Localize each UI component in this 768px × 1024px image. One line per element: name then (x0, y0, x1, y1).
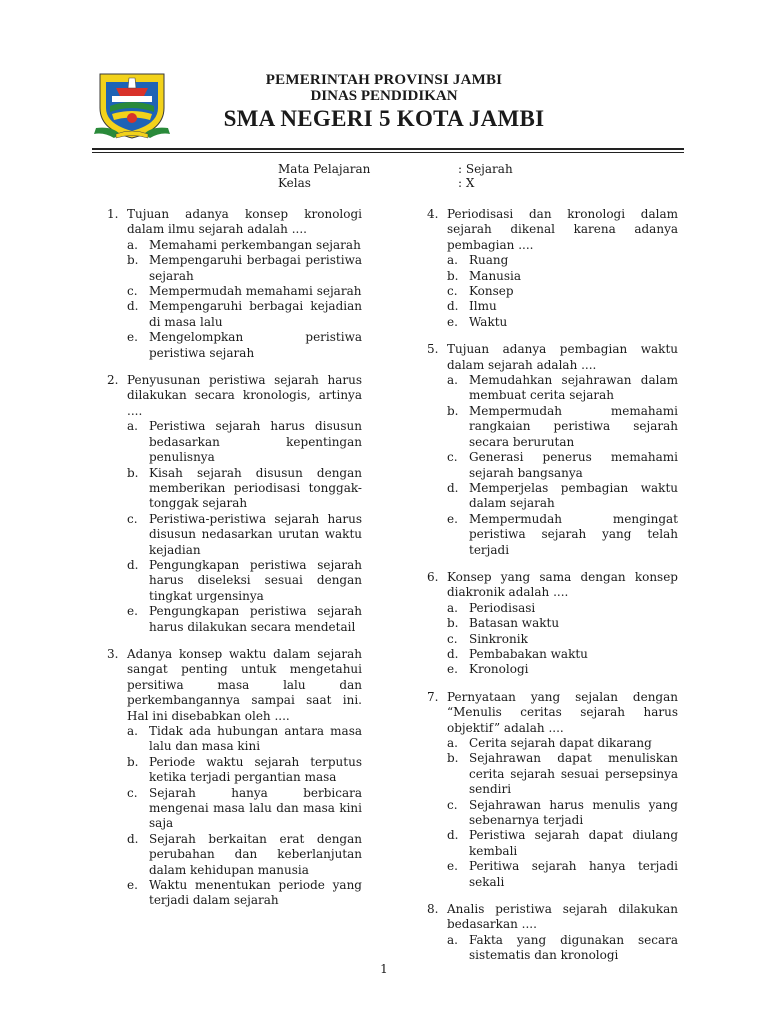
option-e: e. Peritiwa sejarah hanya terjadi sekali (447, 859, 678, 889)
header-line-department: DINAS PENDIDIKAN (310, 88, 458, 104)
meta-labels (278, 162, 370, 190)
option-c: c. Sinkronik (447, 631, 528, 646)
option-c: c. Peristiwa-peristiwa sejarah harus disusun nedasarkan urutan waktu kejadian (127, 511, 362, 557)
meta-values (458, 162, 513, 190)
left-column (107, 207, 362, 909)
option-c: c. Sejahrawan harus menulis yang sebenarnya terjadi (447, 797, 678, 828)
class-value: : X (458, 176, 475, 190)
question-text: Konsep yang sama dengan konsep diakronik adalah .... (447, 569, 678, 600)
question-number: 2. (107, 373, 119, 388)
question-text: Tujuan adanya pembagian waktu dalam sejarah adalah .... (447, 342, 678, 372)
option-e: e. Waktu menentukan periode yang terjadi dalam sejarah (127, 878, 362, 908)
question-7 (427, 690, 678, 890)
option-d: d. Pengungkapan peristiwa sejarah harus diseleksi sesuai dengan tingkat urgensinya (127, 557, 362, 603)
options-list (447, 736, 678, 890)
options-list (127, 724, 362, 909)
options-list (447, 373, 678, 558)
subject-value: : Sejarah (458, 162, 513, 176)
option-b: b. Mempermudah memahami rangkaian peristiwa sejarah secara berurutan (447, 403, 678, 449)
option-d: d. Pembabakan waktu (447, 646, 588, 661)
option-b: b. Manusia (447, 268, 522, 283)
option-e: e. Pengungkapan peristiwa sejarah harus dilakukan secara mendetail (127, 604, 362, 634)
subject-label: Mata Pelajaran (278, 162, 371, 176)
question-4 (427, 207, 678, 330)
option-c: c. Generasi penerus memahami sejarah bangsanya (447, 450, 678, 480)
question-text: Tujuan adanya konsep kronologi dalam ilmu sejarah adalah .... (127, 207, 362, 237)
question-5 (427, 342, 678, 558)
question-8 (427, 902, 678, 964)
option-b: b. Periode waktu sejarah terputus ketika terjadi pergantian masa (127, 754, 362, 785)
option-b: b. Sejahrawan dapat menuliskan cerita sejarah sesuai persepsinya sendiri (447, 751, 678, 797)
options-list (127, 238, 362, 361)
question-text: Periodisasi dan kronologi dalam sejarah dikenal karena adanya pembagian .... (447, 207, 678, 252)
question-text: Adanya konsep waktu dalam sejarah sangat penting untuk mengetahui persitiwa masa lalu dan perkembangannya sampai saat ini. Hal ini disebabkan oleh .... (127, 646, 362, 723)
question-number: 4. (427, 207, 439, 221)
question-number: 5. (427, 342, 439, 357)
option-e: e. Mempermudah mengingat peristiwa sejarah yang telah terjadi (447, 511, 678, 557)
option-a: a. Periodisasi (447, 600, 536, 615)
question-number: 1. (107, 207, 119, 221)
option-a: a. Memudahkan sejahrawan dalam membuat cerita sejarah (447, 373, 678, 403)
option-e: e. Mengelompkan peristiwa peristiwa sejarah (127, 330, 362, 360)
options-list (447, 601, 678, 678)
question-number: 8. (427, 902, 439, 917)
option-b: b. Mempengaruhi berbagai peristiwa sejarah (127, 253, 362, 283)
question-1 (107, 207, 362, 361)
options-list (127, 419, 362, 635)
option-c: c. Mempermudah memahami sejarah (127, 284, 362, 299)
option-b: b. Kisah sejarah disusun dengan memberikan periodisasi tonggak-tonggak sejarah (127, 465, 362, 511)
option-e: e. Waktu (447, 314, 508, 329)
right-column (427, 207, 678, 964)
question-text: Pernyataan yang sejalan dengan “Menulis ceritas sejarah harus objektif” adalah .... (447, 689, 678, 735)
option-a: a. Peristiwa sejarah harus disusun bedasarkan kepentingan penulisnya (127, 419, 362, 465)
page-number: 1 (380, 962, 388, 976)
header-line-school: SMA NEGERI 5 KOTA JAMBI (223, 106, 545, 131)
option-b: b. Batasan waktu (447, 616, 560, 631)
options-list (447, 933, 678, 964)
option-d: d. Peristiwa sejarah dapat diulang kembali (447, 828, 678, 858)
question-2 (107, 373, 362, 635)
class-label: Kelas (278, 176, 311, 190)
header-divider-thin (92, 152, 684, 153)
options-list (447, 253, 678, 330)
option-c: c. Sejarah hanya berbicara mengenai masa lalu dan masa kini saja (127, 785, 362, 831)
question-number: 7. (427, 689, 439, 704)
question-text: Penyusunan peristiwa sejarah harus dilakukan secara kronologis, artinya .... (127, 373, 362, 418)
option-c: c. Konsep (447, 284, 514, 299)
option-d: d. Memperjelas pembagian waktu dalam sejarah (447, 480, 678, 511)
option-a: a. Cerita sejarah dapat dikarang (447, 736, 652, 750)
option-d: d. Sejarah berkaitan erat dengan perubahan dan keberlanjutan dalam kehidupan manusia (127, 831, 362, 877)
question-6 (427, 570, 678, 678)
question-number: 6. (427, 569, 439, 584)
question-text: Analis peristiwa sejarah dilakukan bedasarkan .... (447, 902, 678, 932)
option-a: a. Tidak ada hubungan antara masa lalu dan masa kini (127, 724, 362, 754)
question-3 (107, 647, 362, 909)
header-divider-thick (92, 148, 684, 150)
option-a: a. Memahami perkembangan sejarah (127, 237, 361, 252)
question-number: 3. (107, 646, 119, 661)
option-a: a. Fakta yang digunakan secara sistematis dan kronologi (447, 932, 678, 963)
option-e: e. Kronologi (447, 662, 529, 677)
option-d: d. Mempengaruhi berbagai kejadian di masa lalu (127, 299, 362, 329)
header-line-province: PEMERINTAH PROVINSI JAMBI (265, 72, 503, 88)
option-d: d. Ilmu (447, 299, 497, 314)
option-a: a. Ruang (447, 253, 509, 268)
